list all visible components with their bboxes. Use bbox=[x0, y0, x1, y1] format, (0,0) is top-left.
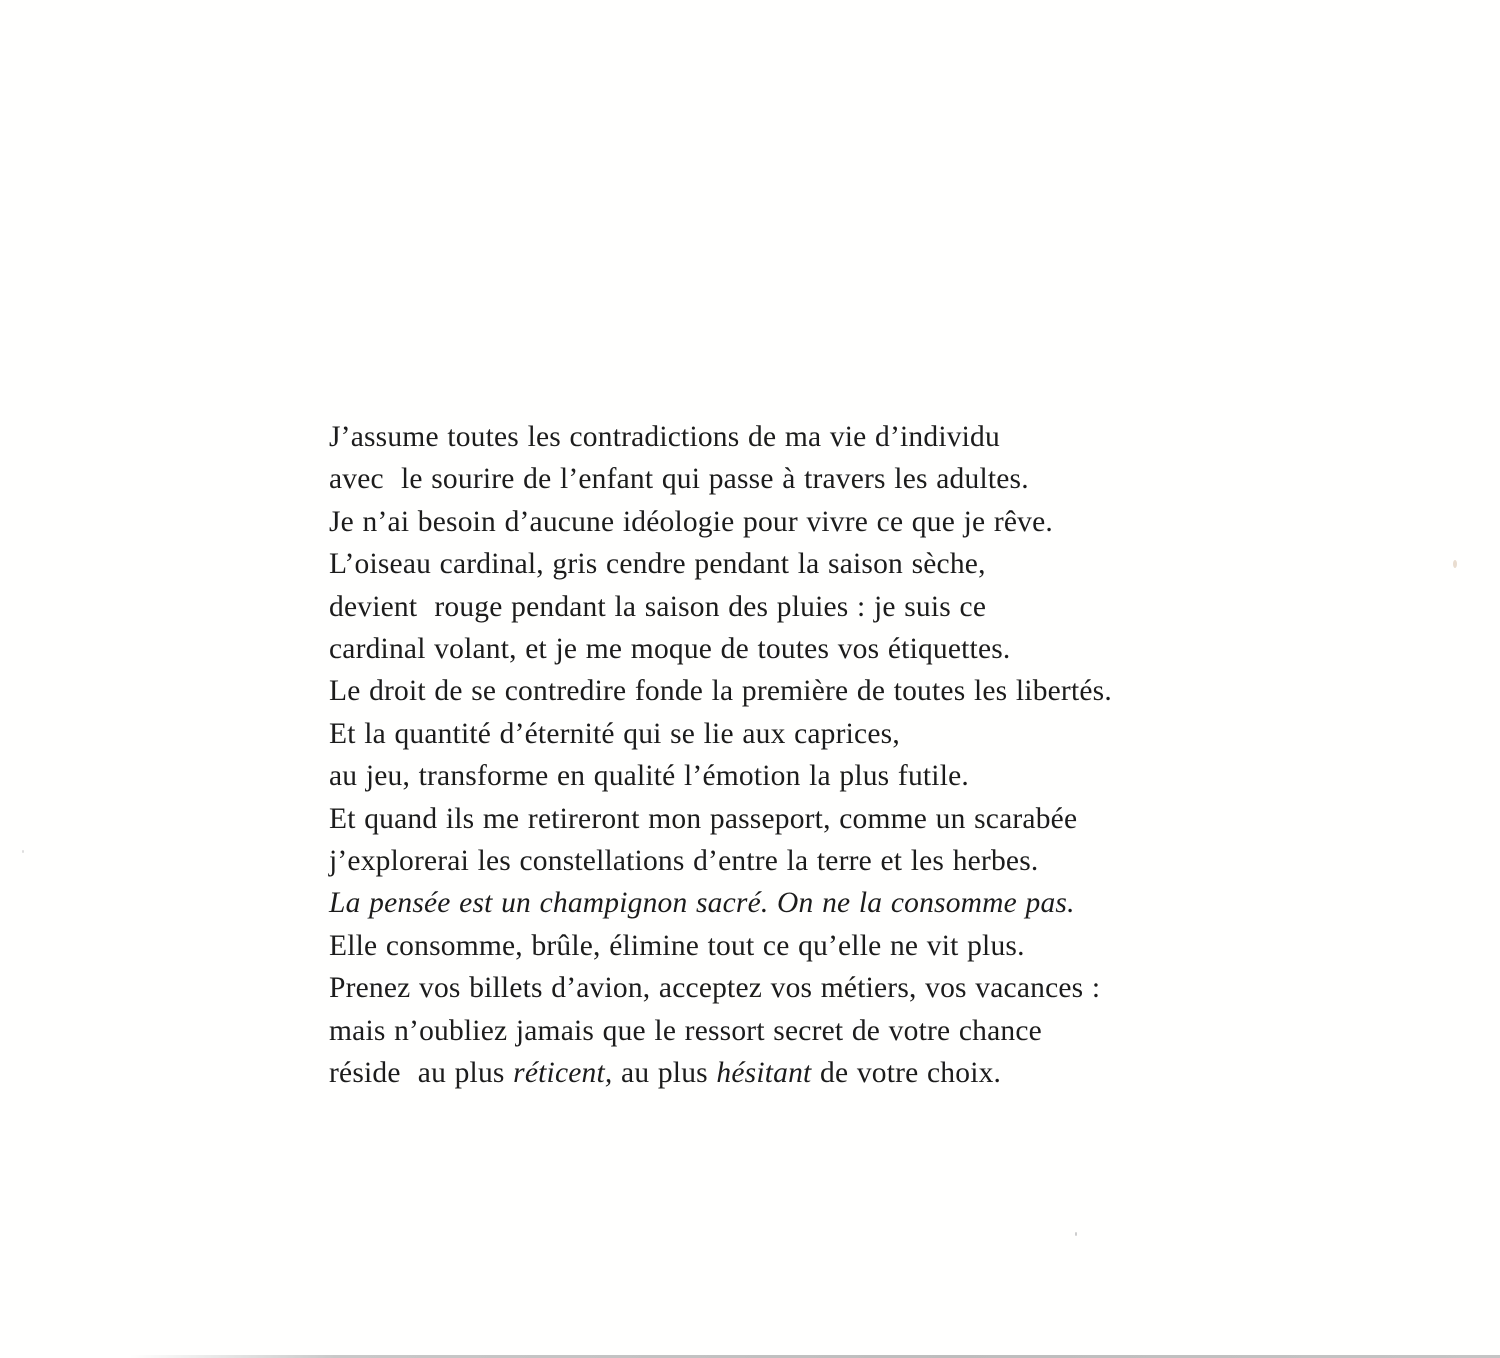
poem-line: devient rouge pendant la saison des pluies : je suis ce bbox=[329, 590, 987, 623]
emphasis-reticent: réticent, bbox=[513, 1057, 613, 1090]
poem-line: au jeu, transforme en qualité l’émotion la plus futile. bbox=[329, 760, 969, 793]
poem-line: Le droit de se contredire fonde la première de toutes les libertés. bbox=[329, 675, 1112, 708]
poem-text bbox=[329, 416, 1112, 1095]
poem-line: avec le sourire de l’enfant qui passe à travers les adultes. bbox=[329, 463, 1029, 496]
poem-line: Et quand ils me retireront mon passeport, comme un scarabée bbox=[329, 802, 1078, 835]
paper-speck bbox=[1453, 560, 1457, 568]
emphasis-hesitant: hésitant bbox=[716, 1057, 812, 1090]
poem-line: Je n’ai besoin d’aucune idéologie pour vivre ce que je rêve. bbox=[329, 505, 1053, 538]
poem-line: J’assume toutes les contradictions de ma vie d’individu bbox=[329, 421, 1000, 453]
poem-line: j’explorerai les constellations d’entre la terre et les herbes. bbox=[329, 845, 1039, 878]
paper-speck bbox=[22, 850, 24, 853]
poem-line-last: réside au plus réticent, au plus hésitant de votre choix. bbox=[329, 1057, 1002, 1090]
poem-line: cardinal volant, et je me moque de toutes vos étiquettes. bbox=[329, 633, 1011, 666]
paper-speck bbox=[1075, 1232, 1077, 1236]
poem-line: Et la quantité d’éternité qui se lie aux caprices, bbox=[329, 717, 900, 750]
poem-line: Elle consomme, brûle, élimine tout ce qu’elle ne vit plus. bbox=[329, 929, 1025, 962]
poem-line: L’oiseau cardinal, gris cendre pendant la saison sèche, bbox=[329, 548, 986, 581]
poem-line-italic: La pensée est un champignon sacré. On ne la consomme pas. bbox=[329, 887, 1075, 920]
poem-line: mais n’oubliez jamais que le ressort secret de votre chance bbox=[329, 1014, 1042, 1047]
poem-line: Prenez vos billets d’avion, acceptez vos métiers, vos vacances : bbox=[329, 972, 1101, 1005]
